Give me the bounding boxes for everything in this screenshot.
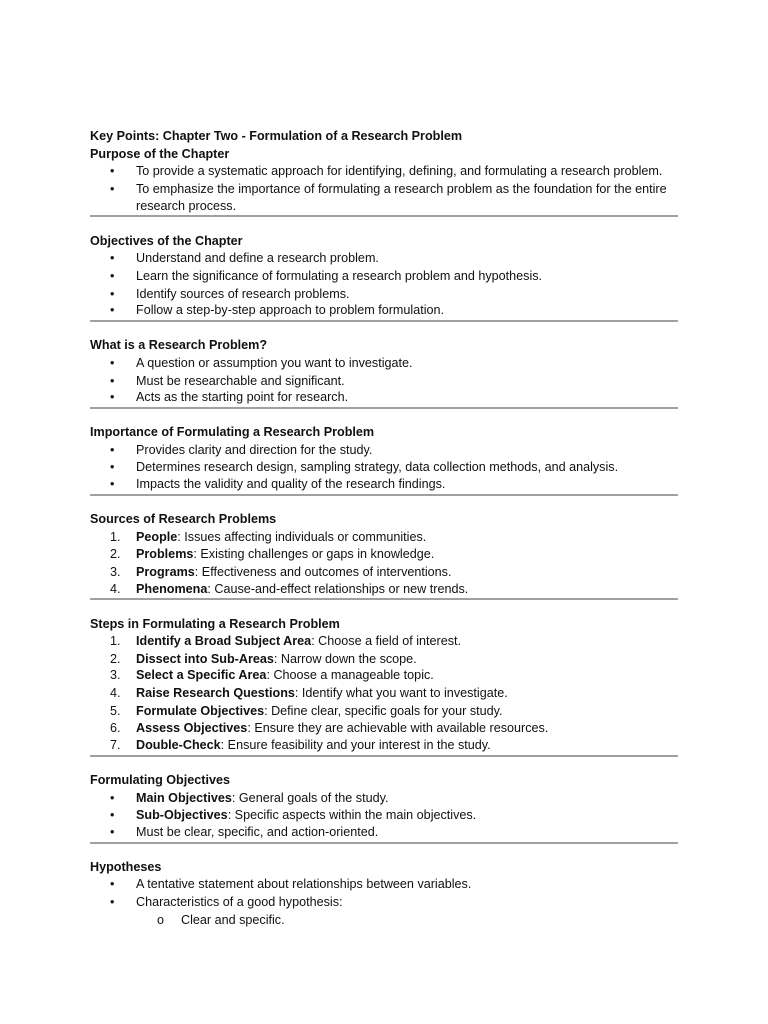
list-item-text xyxy=(136,807,681,823)
section-divider xyxy=(90,755,678,757)
list-item-text xyxy=(136,459,681,475)
list-item-body: : Effectiveness and outcomes of interventions. xyxy=(194,565,452,579)
section-divider xyxy=(90,407,678,409)
list-item-body: To emphasize the importance of formulating a research problem as the foundation for the entire xyxy=(136,182,667,196)
list-marker: 2. xyxy=(110,652,121,666)
list-item-body: Follow a step-by-step approach to problem formulation. xyxy=(136,303,444,317)
sub-bullet-marker: o xyxy=(157,913,165,927)
list-item-text xyxy=(136,651,681,667)
list-item-body: Acts as the starting point for research. xyxy=(136,390,349,404)
section-heading: What is a Research Problem? xyxy=(90,338,268,352)
list-item-lead: Main Objectives xyxy=(136,791,232,805)
list-item-text xyxy=(136,250,681,266)
section-heading: Objectives of the Chapter xyxy=(90,234,243,248)
list-item-text xyxy=(136,163,681,179)
list-item-body: Provides clarity and direction for the study. xyxy=(136,443,373,457)
section-heading: Formulating Objectives xyxy=(90,773,230,787)
list-item-body: : Existing challenges or gaps in knowledge. xyxy=(193,547,435,561)
list-item-text xyxy=(136,703,681,719)
list-marker: • xyxy=(110,356,115,370)
list-item-text xyxy=(136,389,681,405)
section-heading: Steps in Formulating a Research Problem xyxy=(90,617,340,631)
list-item-text xyxy=(136,302,681,318)
list-item-body: research process. xyxy=(136,199,237,213)
list-item-text xyxy=(136,876,681,892)
list-marker: 1. xyxy=(110,530,121,544)
list-item-body: : Ensure they are achievable with available resources. xyxy=(247,721,549,735)
list-item-body: : Issues affecting individuals or communities. xyxy=(177,530,427,544)
list-marker: • xyxy=(110,287,115,301)
list-item-body: To provide a systematic approach for identifying, defining, and formulating a research problem. xyxy=(136,164,663,178)
list-marker: • xyxy=(110,460,115,474)
list-item-lead: Sub-Objectives xyxy=(136,808,228,822)
list-item-body: Must be researchable and significant. xyxy=(136,374,345,388)
section-heading: Importance of Formulating a Research Problem xyxy=(90,425,375,439)
list-item-text xyxy=(136,685,681,701)
list-item-lead: Programs xyxy=(136,565,195,579)
list-item-lead: Identify a Broad Subject Area xyxy=(136,634,312,648)
list-item-body: Learn the significance of formulating a research problem and hypothesis. xyxy=(136,269,543,283)
list-item-body: Clear and specific. xyxy=(181,913,285,927)
list-item-lead: Select a Specific Area xyxy=(136,668,267,682)
list-marker: 4. xyxy=(110,582,121,596)
list-marker: • xyxy=(110,182,115,196)
list-item-text xyxy=(136,181,681,197)
list-item-text xyxy=(136,581,681,597)
section-heading: Sources of Research Problems xyxy=(90,512,277,526)
list-item-text xyxy=(136,720,681,736)
list-item-text xyxy=(136,476,681,492)
list-item-body: Must be clear, specific, and action-oriented. xyxy=(136,825,379,839)
list-item-body: : Choose a field of interest. xyxy=(311,634,461,648)
list-marker: • xyxy=(110,791,115,805)
list-marker: 4. xyxy=(110,686,121,700)
list-item-text xyxy=(136,373,681,389)
list-item-body: Identify sources of research problems. xyxy=(136,287,350,301)
list-item-text xyxy=(136,198,681,214)
list-item-text xyxy=(136,633,681,649)
list-marker: • xyxy=(110,808,115,822)
section-divider xyxy=(90,215,678,217)
list-item-body: A question or assumption you want to investigate. xyxy=(136,356,413,370)
section-heading: Hypotheses xyxy=(90,860,162,874)
section-divider xyxy=(90,842,678,844)
list-item-text xyxy=(136,667,681,683)
list-item-text xyxy=(136,564,681,580)
list-item-body: : Identify what you want to investigate. xyxy=(294,686,508,700)
list-marker: • xyxy=(110,877,115,891)
list-item-body: : Specific aspects within the main objectives. xyxy=(227,808,477,822)
list-item-body: : Cause-and-effect relationships or new trends. xyxy=(207,582,469,596)
list-item-body: Characteristics of a good hypothesis: xyxy=(136,895,343,909)
list-marker: • xyxy=(110,895,115,909)
list-marker: 5. xyxy=(110,704,121,718)
list-item-body: : Choose a manageable topic. xyxy=(266,668,434,682)
list-item-body: A tentative statement about relationships between variables. xyxy=(136,877,472,891)
list-item-body: : Define clear, specific goals for your study. xyxy=(264,704,503,718)
list-item-text xyxy=(136,824,681,840)
section-heading: Purpose of the Chapter xyxy=(90,147,230,161)
list-marker: 7. xyxy=(110,738,121,752)
list-item-text xyxy=(136,442,681,458)
list-marker: 3. xyxy=(110,565,121,579)
section-divider xyxy=(90,320,678,322)
list-item-body: Determines research design, sampling strategy, data collection methods, and analysis. xyxy=(136,460,619,474)
list-item-text xyxy=(181,912,726,928)
list-item-lead: Problems xyxy=(136,547,194,561)
list-item-lead: Assess Objectives xyxy=(136,721,248,735)
list-item-lead: Formulate Objectives xyxy=(136,704,265,718)
list-marker: 3. xyxy=(110,668,121,682)
list-marker: • xyxy=(110,251,115,265)
list-marker: • xyxy=(110,477,115,491)
list-item-text xyxy=(136,546,681,562)
list-marker: 1. xyxy=(110,634,121,648)
list-marker: • xyxy=(110,269,115,283)
list-item-text xyxy=(136,268,681,284)
list-marker: 2. xyxy=(110,547,121,561)
list-marker: • xyxy=(110,443,115,457)
list-item-body: Impacts the validity and quality of the research findings. xyxy=(136,477,446,491)
list-item-lead: Double-Check xyxy=(136,738,221,752)
list-item-body: : Ensure feasibility and your interest in the study. xyxy=(220,738,491,752)
list-item-text xyxy=(136,529,681,545)
list-item-text xyxy=(136,790,681,806)
list-item-text xyxy=(136,737,681,753)
list-item-text xyxy=(136,894,681,910)
list-item-body: Understand and define a research problem. xyxy=(136,251,379,265)
document-title: Key Points: Chapter Two - Formulation of a Research Problem xyxy=(90,129,463,143)
section-divider xyxy=(90,494,678,496)
list-marker: • xyxy=(110,825,115,839)
list-item-body: : Narrow down the scope. xyxy=(273,652,417,666)
list-item-text xyxy=(136,355,681,371)
list-item-text xyxy=(136,286,681,302)
list-marker: • xyxy=(110,374,115,388)
list-item-body: : General goals of the study. xyxy=(231,791,389,805)
list-marker: 6. xyxy=(110,721,121,735)
list-item-lead: Dissect into Sub-Areas xyxy=(136,652,274,666)
list-marker: • xyxy=(110,303,115,317)
list-marker: • xyxy=(110,164,115,178)
list-item-lead: Raise Research Questions xyxy=(136,686,295,700)
section-divider xyxy=(90,598,678,600)
list-marker: • xyxy=(110,390,115,404)
list-item-lead: Phenomena xyxy=(136,582,208,596)
list-item-lead: People xyxy=(136,530,178,544)
